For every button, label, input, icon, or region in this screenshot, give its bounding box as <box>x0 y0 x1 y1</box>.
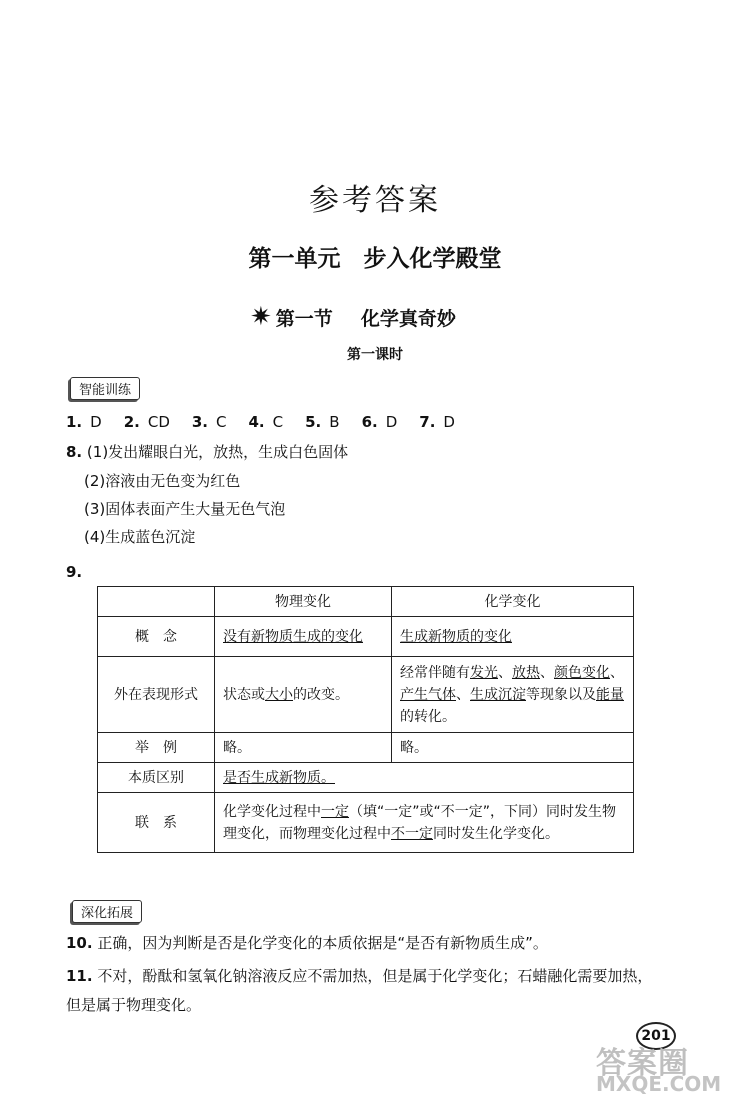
table-cell: 经常伴随有发光、放热、颜色变化、产生气体、生成沉淀等现象以及能量的转化。 <box>392 657 634 733</box>
star-icon: ✷ <box>250 302 272 332</box>
mc-answer: 5. B <box>305 413 340 431</box>
watermark-url: MXQE.COM <box>596 1072 722 1096</box>
mc-answer: 3. C <box>191 413 227 431</box>
row-label: 概 念 <box>98 617 215 657</box>
section-heading <box>250 302 456 332</box>
table-cell: 略。 <box>215 733 392 763</box>
table-row <box>98 733 634 763</box>
row-label: 举 例 <box>98 733 215 763</box>
table-row <box>98 763 634 793</box>
question-11: 11. 不对，酚酞和氢氧化钠溶液反应不需加热，但是属于化学变化；石蜡融化需要加热，但是属于物理变化。 <box>66 967 653 1014</box>
multiple-choice-answers <box>66 412 477 432</box>
question-8: 8. (1)发出耀眼白光，放热，生成白色固体 <box>66 443 349 461</box>
table-cell: 化学变化过程中一定（填“一定”或“不一定”，下同）同时发生物理变化，而物理变化过程中不一定同时发生化学变化。 <box>215 793 634 853</box>
extension-tag: 深化拓展 <box>72 900 142 923</box>
table-header-cell <box>98 587 215 617</box>
table-header-row <box>98 587 634 617</box>
unit-title: 第一单元 步入化学殿堂 <box>248 246 502 272</box>
row-label: 本质区别 <box>98 763 215 793</box>
row-label: 联 系 <box>98 793 215 853</box>
question-9: 9. <box>66 563 83 581</box>
comparison-table <box>97 586 634 853</box>
mc-answer: 6. D <box>361 413 398 431</box>
training-tag: 智能训练 <box>70 377 140 400</box>
mc-answer: 7. D <box>419 413 455 431</box>
question-8-part-2: (2)溶液由无色变为红色 <box>84 472 241 490</box>
table-cell: 没有新物质生成的变化 <box>215 617 392 657</box>
mc-answer: 1. D <box>66 413 102 431</box>
lesson-title: 第一课时 <box>347 347 403 363</box>
table-cell: 略。 <box>392 733 634 763</box>
table-header-cell: 物理变化 <box>215 587 392 617</box>
row-label: 外在表现形式 <box>98 657 215 733</box>
table-cell: 状态或大小的改变。 <box>215 657 392 733</box>
question-8-part-3: (3)固体表面产生大量无色气泡 <box>84 500 286 518</box>
table-row <box>98 617 634 657</box>
page-title: 参考答案 <box>309 183 441 218</box>
question-10: 10. 正确，因为判断是否是化学变化的本质依据是“是否有新物质生成”。 <box>66 934 548 952</box>
table-header-cell: 化学变化 <box>392 587 634 617</box>
section-name: 化学真奇妙 <box>360 307 456 330</box>
section-number: 第一节 <box>275 307 333 330</box>
question-8-part-4: (4)生成蓝色沉淀 <box>84 528 196 546</box>
mc-answer: 2. CD <box>123 413 170 431</box>
mc-answer: 4. C <box>248 413 284 431</box>
watermark: 答案圈 <box>596 1046 689 1081</box>
table-cell: 是否生成新物质。 <box>215 763 634 793</box>
table-row <box>98 793 634 853</box>
table-row <box>98 657 634 733</box>
table-cell: 生成新物质的变化 <box>392 617 634 657</box>
page-number: 201 <box>636 1022 676 1050</box>
